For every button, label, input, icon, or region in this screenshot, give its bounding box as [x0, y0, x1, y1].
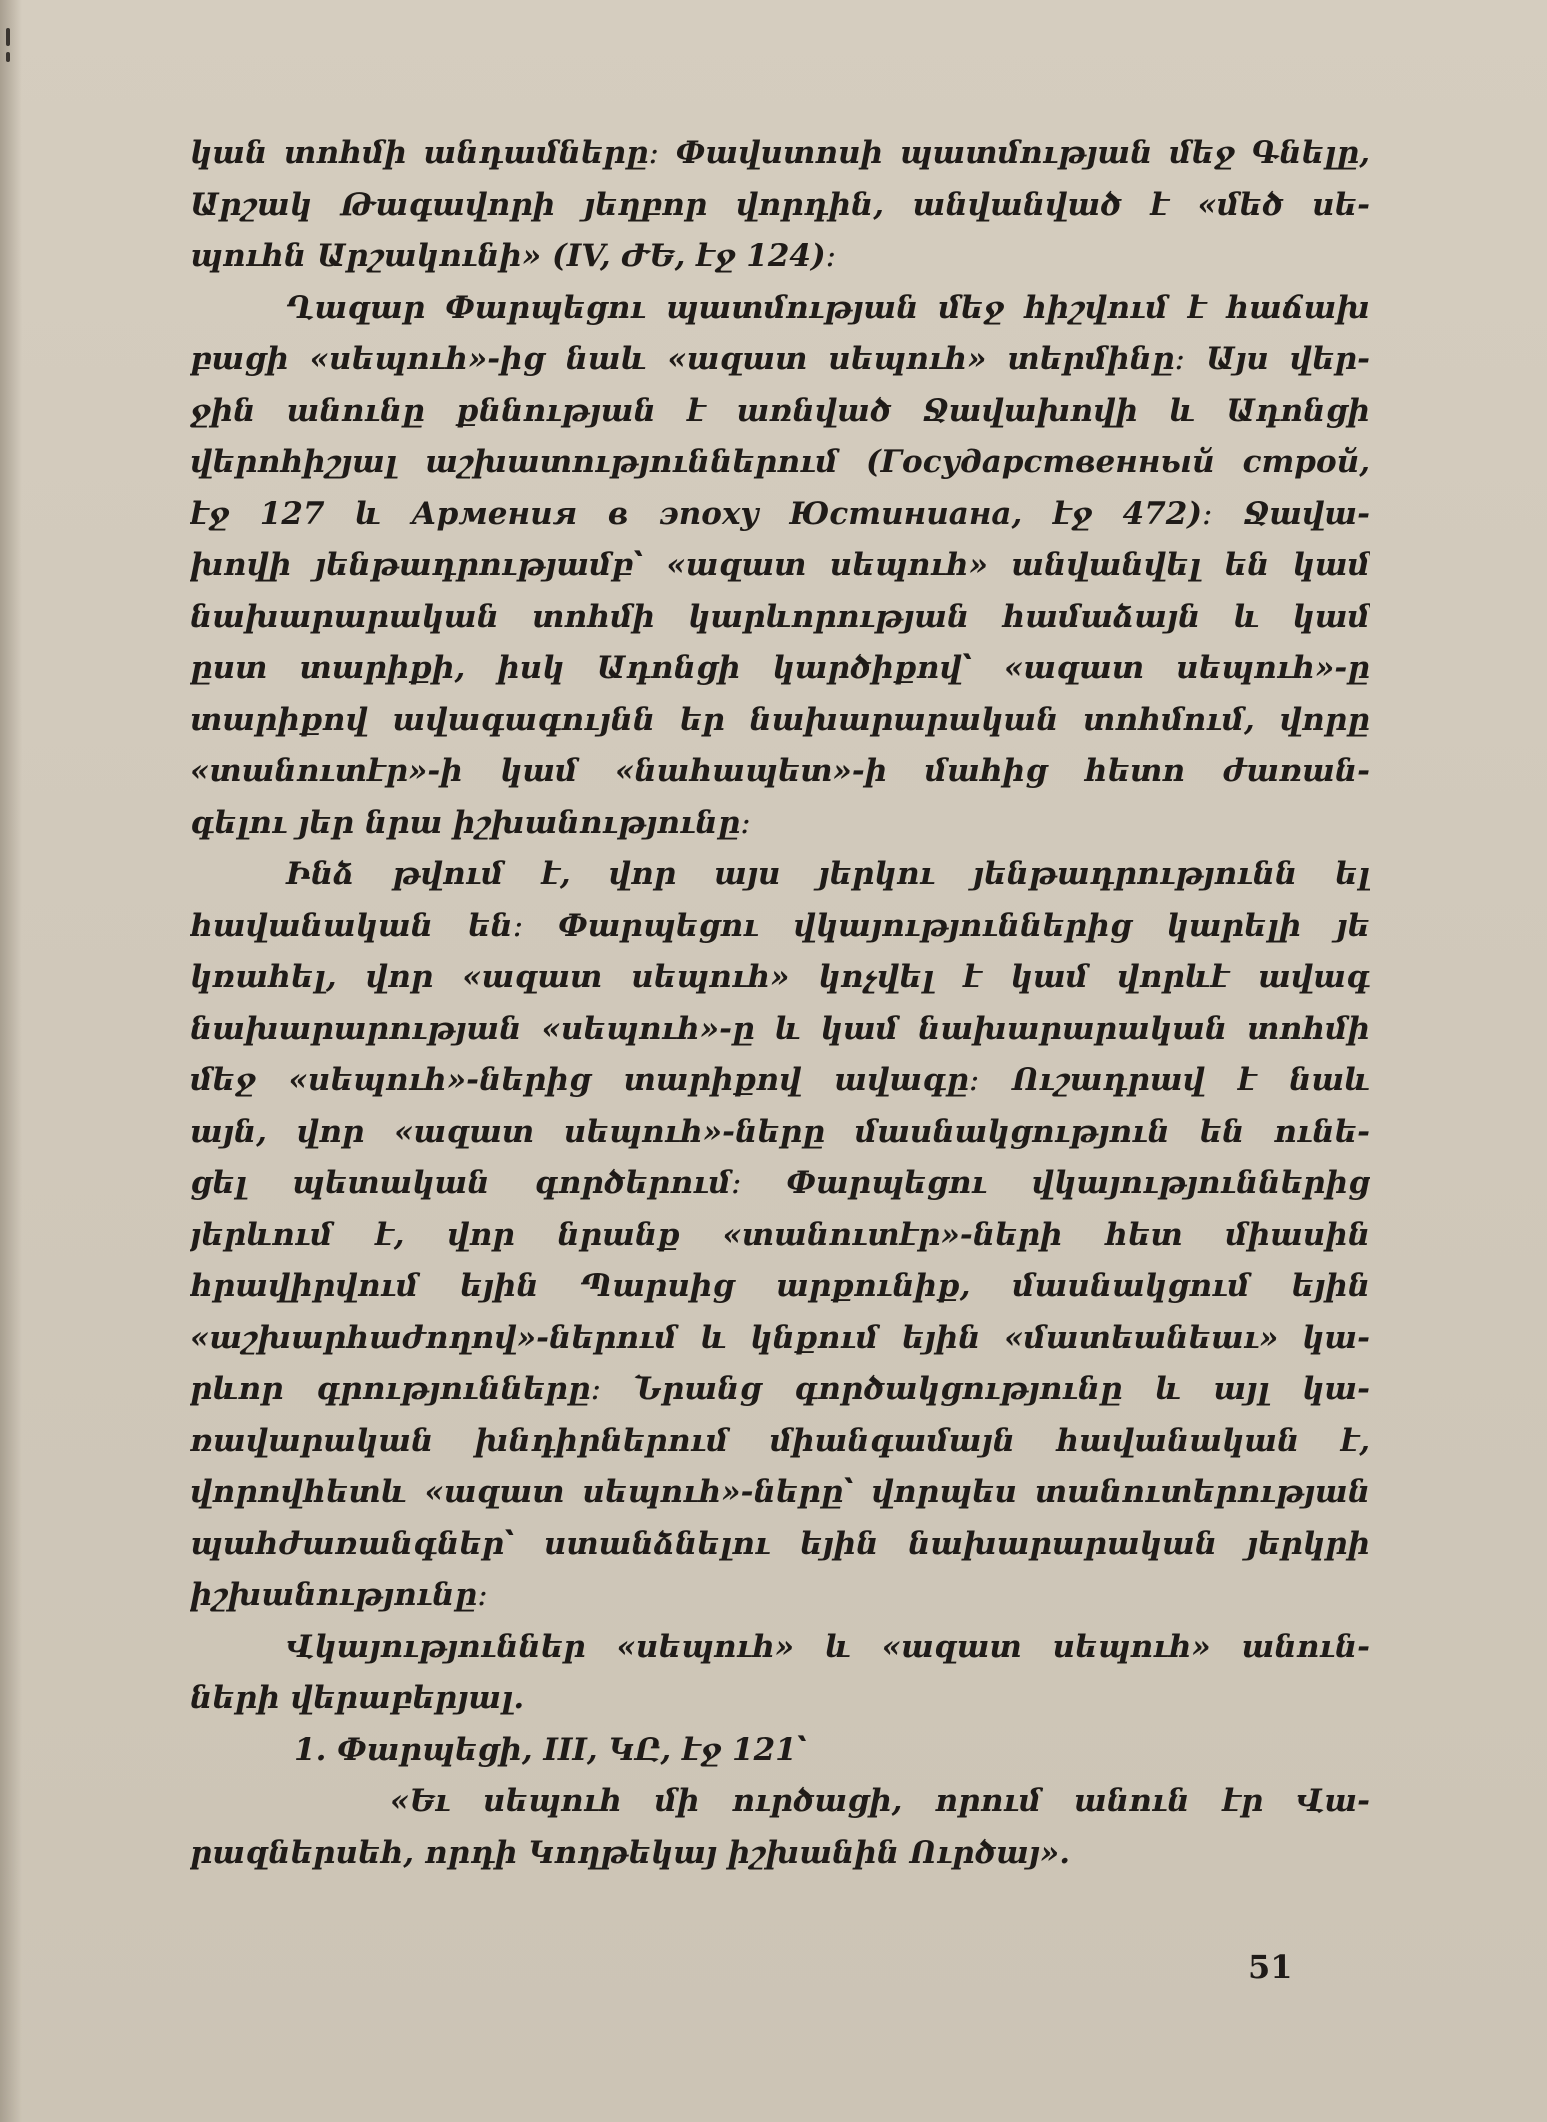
text-line: Վկայություններ «սեպուհ» և «ազատ սեպուհ» անուն- — [286, 1628, 1370, 1665]
text-line: ըստ տարիքի, իսկ Ադոնցի կարծիքով՝ «ազատ սեպուհ»-ը — [190, 650, 1370, 686]
text-line: հրավիրվում եյին Պարսից արքունիք, մասնակցում եյին — [190, 1268, 1370, 1304]
binding-shadow — [0, 0, 22, 2122]
text-line: իշխանությունը։ — [190, 1577, 488, 1613]
text-line: «տանուտէր»-ի կամ «նահապետ»-ի մահից հետո ժառան- — [190, 753, 1370, 789]
edge-mark — [6, 28, 10, 46]
text-line: ցել պետական գործերում։ Փարպեցու վկայություններից — [190, 1165, 1370, 1201]
citation-heading: 1. Փարպեցի, III, ԿԸ, էջ 121՝ — [294, 1731, 807, 1768]
text-line: հավանական են։ Փարպեցու վկայություններից կարելի յե — [190, 907, 1370, 944]
text-line: «աշխարհաժողով»-ներում և կնքում եյին «մատեանեաւ» կա- — [190, 1319, 1370, 1356]
text-line: վերոհիշյալ աշխատություններում (Государственный строй, — [190, 444, 1370, 480]
text-line: վորովհետև «ազատ սեպուհ»-ները՝ վորպես տանուտերության — [190, 1474, 1370, 1510]
page-text — [190, 128, 1370, 1879]
text-line: կռահել, վոր «ազատ սեպուհ» կոչվել է կամ վորևէ ավագ — [190, 959, 1370, 995]
text-line: այն, վոր «ազատ սեպուհ»-ները մասնակցություն են ունե- — [190, 1113, 1370, 1150]
text-line: մեջ «սեպուհ»-ներից տարիքով ավագը։ Ուշադրավ է նաև — [190, 1062, 1370, 1098]
text-line: էջ 127 և Армения в эпоху Юстиниана, էջ 472)։ Ջավա- — [190, 495, 1370, 532]
text-line: րևոր գրությունները։ Նրանց գործակցությունը և այլ կա- — [190, 1371, 1370, 1407]
page-number: 51 — [1248, 1948, 1293, 1986]
text-line: ջին անունը քննության է առնված Ջավախովի և Ադոնցի — [190, 392, 1370, 429]
text-line: նախարարական տոհմի կարևորության համաձայն և կամ — [190, 598, 1370, 635]
text-line: տարիքով ավագագույնն եր նախարարական տոհմում, վորը — [190, 701, 1370, 738]
edge-mark — [6, 52, 10, 62]
text-line: խովի յենթադրությամբ՝ «ազատ սեպուհ» անվանվել են կամ — [190, 547, 1370, 583]
text-line: կան տոհմի անդամները։ Փավստոսի պատմության մեջ Գնելը, — [190, 135, 1370, 171]
text-line: Ղազար Փարպեցու պատմության մեջ հիշվում է հաճախ — [286, 289, 1370, 326]
text-line: բացի «սեպուհ»-ից նաև «ազատ սեպուհ» տերմինը։ Այս վեր- — [190, 341, 1370, 377]
text-line: Արշակ Թագավորի յեղբոր վորդին, անվանված է «մեծ սե- — [190, 186, 1370, 223]
text-line: պահժառանգներ՝ ստանձնելու եյին նախարարական յերկրի — [190, 1525, 1370, 1562]
text-line: յերևում է, վոր նրանք «տանուտէր»-ների հետ միասին — [190, 1216, 1370, 1253]
text-line: նախարարության «սեպուհ»-ը և կամ նախարարական տոհմի — [190, 1010, 1370, 1047]
text-line: գելու յեր նրա իշխանությունը։ — [190, 804, 751, 841]
text-line: պուհն Արշակունի» (IV, ԺԵ, էջ 124)։ — [190, 238, 837, 274]
quote-line: «Եւ սեպուհ մի ուրծացի, որում անուն էր Վա- — [390, 1783, 1370, 1819]
text-line: ռավարական խնդիրներում միանգամայն հավանական է, — [190, 1422, 1370, 1459]
text-line: Ինձ թվում է, վոր այս յերկու յենթադրությունն ել — [286, 856, 1370, 892]
quote-line: րազներսեհ, որդի Կողթեկայ իշխանին Ուրծայ». — [190, 1834, 1071, 1871]
text-line: ների վերաբերյալ. — [190, 1680, 525, 1716]
